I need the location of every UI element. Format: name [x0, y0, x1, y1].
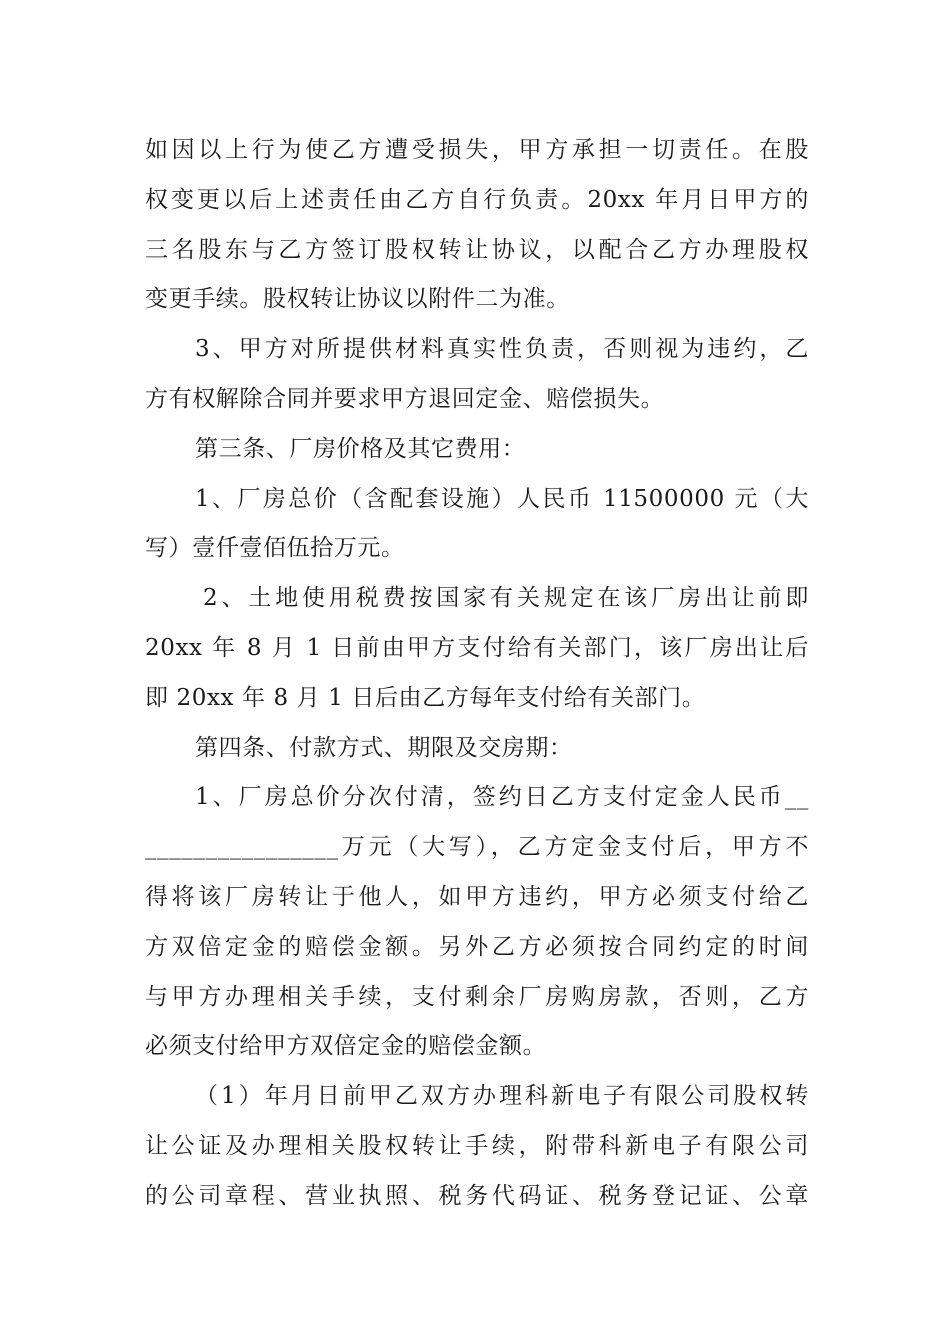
text-line: ________________万元（大写），乙方定金支付后，甲方不 [145, 834, 809, 861]
text-line: 的公司章程、营业执照、税务代码证、税务登记证、公章 [145, 1182, 809, 1209]
text-line: 写）壹仟壹佰伍拾万元。 [145, 535, 405, 562]
text-line: 2、土地使用税费按国家有关规定在该厂房出让前即 [203, 585, 809, 612]
text-line: 变更手续。股权转让协议以附件二为准。 [145, 286, 570, 313]
text-line: 1、厂房总价分次付清，签约日乙方支付定金人民币__ [195, 784, 809, 811]
text-line: （1）年月日前甲乙双方办理科新电子有限公司股权转 [195, 1083, 809, 1110]
text-line: 权变更以后上述责任由乙方自行负责。20xx 年月日甲方的 [145, 186, 809, 213]
text-line: 与甲方办理相关手续，支付剩余厂房购房款，否则，乙方 [145, 983, 809, 1010]
text-line: 如因以上行为使乙方遭受损失，甲方承担一切责任。在股 [145, 137, 809, 163]
text-line: 20xx 年 8 月 1 日前由甲方支付给有关部门，该厂房出让后 [145, 634, 809, 661]
text-line: 必须支付给甲方双倍定金的赔偿金额。 [145, 1033, 547, 1060]
text-line: 即 20xx 年 8 月 1 日后由乙方每年支付给有关部门。 [145, 684, 706, 711]
section-heading: 第三条、厂房价格及其它费用： [195, 435, 526, 462]
text-line: 方有权解除合同并要求甲方退回定金、赔偿损失。 [145, 385, 665, 412]
document-body [145, 126, 809, 1222]
text-line: 让公证及办理相关股权转让手续，附带科新电子有限公司 [145, 1132, 809, 1159]
text-line: 3、甲方对所提供材料真实性负责，否则视为违约，乙 [195, 336, 809, 363]
text-line: 三名股东与乙方签订股权转让协议，以配合乙方办理股权 [145, 236, 809, 263]
section-heading: 第四条、付款方式、期限及交房期： [195, 734, 573, 761]
text-line: 方双倍定金的赔偿金额。另外乙方必须按合同约定的时间 [145, 933, 809, 960]
text-line: 得将该厂房转让于他人，如甲方违约，甲方必须支付给乙 [145, 883, 809, 910]
text-line: 1、厂房总价（含配套设施）人民币 11500000 元（大 [195, 485, 809, 512]
